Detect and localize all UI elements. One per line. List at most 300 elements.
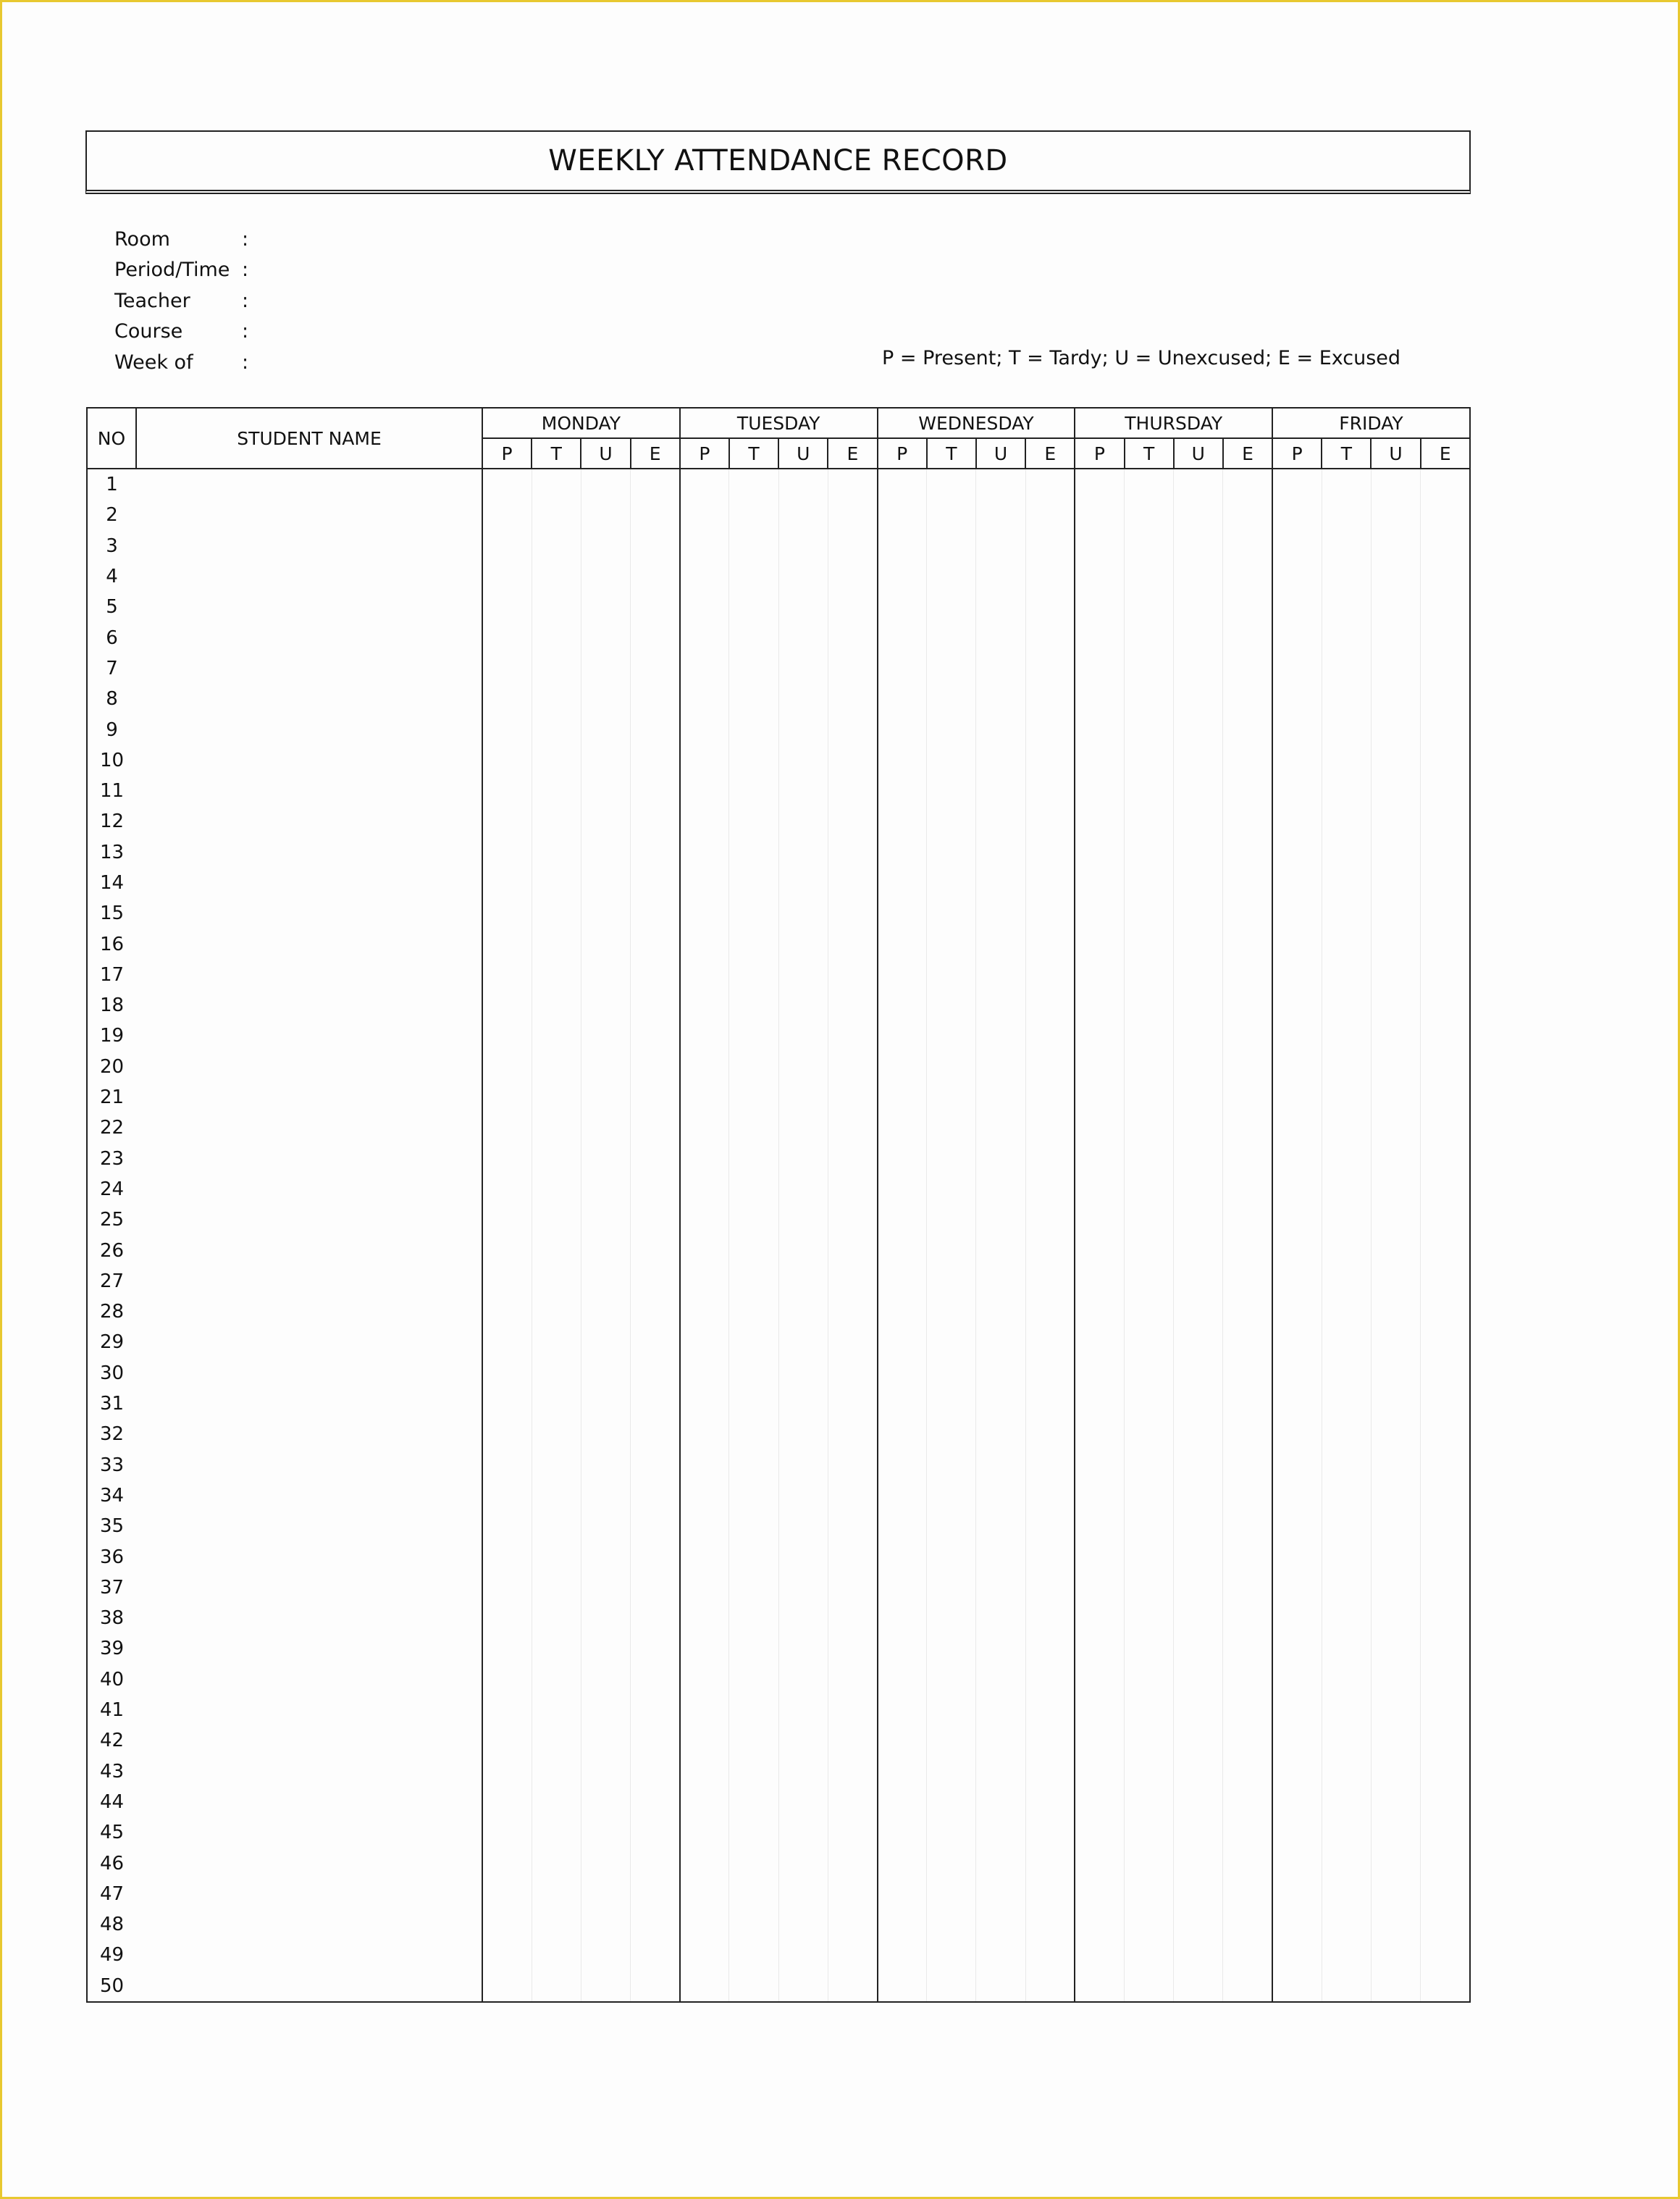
student-name-cell[interactable] [136, 1235, 482, 1265]
attendance-cell[interactable] [878, 1297, 927, 1327]
attendance-cell[interactable] [581, 1940, 630, 1970]
attendance-cell[interactable] [532, 806, 581, 837]
attendance-cell[interactable] [1174, 1695, 1223, 1725]
attendance-cell[interactable] [729, 1144, 778, 1174]
attendance-cell[interactable] [729, 1235, 778, 1265]
attendance-cell[interactable] [778, 745, 828, 776]
attendance-cell[interactable] [581, 1572, 630, 1603]
attendance-cell[interactable] [1371, 1725, 1420, 1756]
attendance-cell[interactable] [729, 1205, 778, 1235]
attendance-cell[interactable] [878, 469, 927, 500]
attendance-cell[interactable] [878, 653, 927, 684]
attendance-cell[interactable] [778, 1541, 828, 1572]
attendance-cell[interactable] [1272, 898, 1322, 929]
attendance-cell[interactable] [1223, 1419, 1272, 1449]
attendance-cell[interactable] [631, 1879, 680, 1909]
attendance-cell[interactable] [828, 1266, 877, 1297]
attendance-cell[interactable] [927, 1266, 976, 1297]
attendance-cell[interactable] [1272, 714, 1322, 745]
student-name-cell[interactable] [136, 1725, 482, 1756]
attendance-cell[interactable] [976, 684, 1025, 714]
attendance-cell[interactable] [1421, 1572, 1470, 1603]
attendance-cell[interactable] [482, 500, 532, 530]
attendance-cell[interactable] [1421, 1971, 1470, 2002]
attendance-cell[interactable] [631, 531, 680, 561]
attendance-cell[interactable] [729, 1603, 778, 1633]
student-name-cell[interactable] [136, 806, 482, 837]
attendance-cell[interactable] [828, 653, 877, 684]
attendance-cell[interactable] [1223, 684, 1272, 714]
attendance-cell[interactable] [729, 1174, 778, 1205]
attendance-cell[interactable] [1174, 1817, 1223, 1848]
attendance-cell[interactable] [1421, 1541, 1470, 1572]
attendance-cell[interactable] [1174, 1235, 1223, 1265]
attendance-cell[interactable] [828, 714, 877, 745]
attendance-cell[interactable] [1421, 1909, 1470, 1940]
attendance-cell[interactable] [482, 745, 532, 776]
attendance-cell[interactable] [631, 653, 680, 684]
attendance-cell[interactable] [1025, 898, 1075, 929]
student-name-cell[interactable] [136, 1909, 482, 1940]
attendance-cell[interactable] [1025, 1541, 1075, 1572]
attendance-cell[interactable] [1272, 1052, 1322, 1082]
attendance-cell[interactable] [927, 1848, 976, 1878]
student-name-cell[interactable] [136, 1358, 482, 1388]
attendance-cell[interactable] [828, 1725, 877, 1756]
attendance-cell[interactable] [482, 1235, 532, 1265]
attendance-cell[interactable] [1322, 990, 1371, 1021]
attendance-cell[interactable] [631, 837, 680, 868]
attendance-cell[interactable] [828, 1052, 877, 1082]
attendance-cell[interactable] [1075, 1572, 1124, 1603]
attendance-cell[interactable] [1371, 1021, 1420, 1051]
student-name-cell[interactable] [136, 837, 482, 868]
attendance-cell[interactable] [878, 1480, 927, 1511]
attendance-cell[interactable] [927, 1144, 976, 1174]
attendance-cell[interactable] [729, 806, 778, 837]
attendance-cell[interactable] [1322, 776, 1371, 806]
attendance-cell[interactable] [1174, 1419, 1223, 1449]
attendance-cell[interactable] [1125, 1787, 1174, 1817]
attendance-cell[interactable] [1075, 1144, 1124, 1174]
attendance-cell[interactable] [1125, 1664, 1174, 1695]
attendance-cell[interactable] [828, 1021, 877, 1051]
attendance-cell[interactable] [778, 714, 828, 745]
attendance-cell[interactable] [631, 1541, 680, 1572]
attendance-cell[interactable] [482, 1113, 532, 1143]
attendance-cell[interactable] [1421, 1021, 1470, 1051]
attendance-cell[interactable] [1322, 868, 1371, 898]
attendance-cell[interactable] [778, 1450, 828, 1480]
student-name-cell[interactable] [136, 1664, 482, 1695]
attendance-cell[interactable] [1421, 1388, 1470, 1419]
student-name-cell[interactable] [136, 714, 482, 745]
attendance-cell[interactable] [778, 622, 828, 653]
attendance-cell[interactable] [1322, 1879, 1371, 1909]
attendance-cell[interactable] [778, 1021, 828, 1051]
attendance-cell[interactable] [1125, 1205, 1174, 1235]
attendance-cell[interactable] [532, 1450, 581, 1480]
attendance-cell[interactable] [1075, 1480, 1124, 1511]
attendance-cell[interactable] [878, 1664, 927, 1695]
attendance-cell[interactable] [828, 868, 877, 898]
attendance-cell[interactable] [729, 1480, 778, 1511]
attendance-cell[interactable] [1272, 806, 1322, 837]
attendance-cell[interactable] [927, 1879, 976, 1909]
attendance-cell[interactable] [1125, 1327, 1174, 1357]
attendance-cell[interactable] [1025, 806, 1075, 837]
attendance-cell[interactable] [1025, 1909, 1075, 1940]
attendance-cell[interactable] [1025, 561, 1075, 592]
attendance-cell[interactable] [976, 592, 1025, 622]
attendance-cell[interactable] [532, 1572, 581, 1603]
attendance-cell[interactable] [532, 1633, 581, 1664]
attendance-cell[interactable] [1025, 929, 1075, 959]
attendance-cell[interactable] [1223, 531, 1272, 561]
attendance-cell[interactable] [680, 990, 729, 1021]
attendance-cell[interactable] [532, 868, 581, 898]
attendance-cell[interactable] [532, 1297, 581, 1327]
attendance-cell[interactable] [1421, 1144, 1470, 1174]
attendance-cell[interactable] [482, 1756, 532, 1786]
attendance-cell[interactable] [778, 776, 828, 806]
attendance-cell[interactable] [778, 531, 828, 561]
attendance-cell[interactable] [581, 1358, 630, 1388]
attendance-cell[interactable] [1322, 1082, 1371, 1113]
attendance-cell[interactable] [581, 1388, 630, 1419]
attendance-cell[interactable] [1322, 684, 1371, 714]
attendance-cell[interactable] [1174, 1297, 1223, 1327]
attendance-cell[interactable] [581, 1450, 630, 1480]
attendance-cell[interactable] [778, 561, 828, 592]
attendance-cell[interactable] [927, 1817, 976, 1848]
attendance-cell[interactable] [927, 1113, 976, 1143]
attendance-cell[interactable] [878, 1756, 927, 1786]
attendance-cell[interactable] [1174, 990, 1223, 1021]
attendance-cell[interactable] [1421, 1695, 1470, 1725]
attendance-cell[interactable] [1223, 1725, 1272, 1756]
attendance-cell[interactable] [828, 500, 877, 530]
attendance-cell[interactable] [976, 1572, 1025, 1603]
attendance-cell[interactable] [828, 776, 877, 806]
attendance-cell[interactable] [631, 990, 680, 1021]
student-name-cell[interactable] [136, 1297, 482, 1327]
attendance-cell[interactable] [482, 837, 532, 868]
attendance-cell[interactable] [1075, 1756, 1124, 1786]
attendance-cell[interactable] [581, 1664, 630, 1695]
attendance-cell[interactable] [927, 684, 976, 714]
attendance-cell[interactable] [927, 1419, 976, 1449]
attendance-cell[interactable] [680, 1817, 729, 1848]
attendance-cell[interactable] [1223, 1358, 1272, 1388]
student-name-cell[interactable] [136, 1572, 482, 1603]
attendance-cell[interactable] [482, 1174, 532, 1205]
attendance-cell[interactable] [1223, 622, 1272, 653]
attendance-cell[interactable] [1272, 745, 1322, 776]
attendance-cell[interactable] [680, 1450, 729, 1480]
attendance-cell[interactable] [1421, 745, 1470, 776]
attendance-cell[interactable] [1025, 1664, 1075, 1695]
attendance-cell[interactable] [778, 1572, 828, 1603]
attendance-cell[interactable] [729, 1297, 778, 1327]
attendance-cell[interactable] [680, 1266, 729, 1297]
attendance-cell[interactable] [1125, 1419, 1174, 1449]
attendance-cell[interactable] [680, 500, 729, 530]
attendance-cell[interactable] [1322, 1419, 1371, 1449]
attendance-cell[interactable] [1223, 1297, 1272, 1327]
attendance-cell[interactable] [631, 1327, 680, 1357]
attendance-cell[interactable] [976, 622, 1025, 653]
attendance-cell[interactable] [631, 1235, 680, 1265]
attendance-cell[interactable] [1075, 1419, 1124, 1449]
attendance-cell[interactable] [729, 776, 778, 806]
attendance-cell[interactable] [828, 1358, 877, 1388]
attendance-cell[interactable] [1125, 1541, 1174, 1572]
student-name-cell[interactable] [136, 1787, 482, 1817]
attendance-cell[interactable] [1125, 1144, 1174, 1174]
attendance-cell[interactable] [1174, 1021, 1223, 1051]
attendance-cell[interactable] [631, 1266, 680, 1297]
attendance-cell[interactable] [482, 592, 532, 622]
attendance-cell[interactable] [482, 684, 532, 714]
attendance-cell[interactable] [1075, 1021, 1124, 1051]
attendance-cell[interactable] [581, 1787, 630, 1817]
attendance-cell[interactable] [1075, 1113, 1124, 1143]
attendance-cell[interactable] [532, 1817, 581, 1848]
attendance-cell[interactable] [976, 561, 1025, 592]
attendance-cell[interactable] [1272, 1940, 1322, 1970]
attendance-cell[interactable] [778, 469, 828, 500]
attendance-cell[interactable] [1421, 1787, 1470, 1817]
attendance-cell[interactable] [729, 990, 778, 1021]
attendance-cell[interactable] [976, 1756, 1025, 1786]
attendance-cell[interactable] [976, 1848, 1025, 1878]
attendance-cell[interactable] [631, 469, 680, 500]
attendance-cell[interactable] [1223, 868, 1272, 898]
attendance-cell[interactable] [1322, 592, 1371, 622]
attendance-cell[interactable] [828, 1480, 877, 1511]
attendance-cell[interactable] [1272, 1174, 1322, 1205]
attendance-cell[interactable] [680, 1940, 729, 1970]
student-name-cell[interactable] [136, 1603, 482, 1633]
attendance-cell[interactable] [1125, 1450, 1174, 1480]
attendance-cell[interactable] [581, 1297, 630, 1327]
attendance-cell[interactable] [1174, 622, 1223, 653]
attendance-cell[interactable] [1025, 1021, 1075, 1051]
student-name-cell[interactable] [136, 960, 482, 990]
attendance-cell[interactable] [1223, 745, 1272, 776]
attendance-cell[interactable] [778, 684, 828, 714]
attendance-cell[interactable] [631, 1787, 680, 1817]
attendance-cell[interactable] [1075, 1940, 1124, 1970]
attendance-cell[interactable] [1174, 745, 1223, 776]
attendance-cell[interactable] [1174, 1388, 1223, 1419]
attendance-cell[interactable] [1421, 776, 1470, 806]
attendance-cell[interactable] [1223, 990, 1272, 1021]
attendance-cell[interactable] [1125, 1971, 1174, 2002]
attendance-cell[interactable] [1371, 745, 1420, 776]
attendance-cell[interactable] [1125, 929, 1174, 959]
attendance-cell[interactable] [482, 1725, 532, 1756]
attendance-cell[interactable] [532, 1419, 581, 1449]
attendance-cell[interactable] [1272, 1848, 1322, 1878]
attendance-cell[interactable] [1223, 469, 1272, 500]
attendance-cell[interactable] [1125, 1082, 1174, 1113]
attendance-cell[interactable] [1075, 592, 1124, 622]
attendance-cell[interactable] [532, 1082, 581, 1113]
attendance-cell[interactable] [631, 745, 680, 776]
attendance-cell[interactable] [1371, 1848, 1420, 1878]
attendance-cell[interactable] [1272, 1603, 1322, 1633]
attendance-cell[interactable] [1371, 990, 1420, 1021]
attendance-cell[interactable] [1272, 1021, 1322, 1051]
attendance-cell[interactable] [778, 1787, 828, 1817]
attendance-cell[interactable] [631, 1358, 680, 1388]
attendance-cell[interactable] [778, 929, 828, 959]
attendance-cell[interactable] [482, 1633, 532, 1664]
attendance-cell[interactable] [532, 1541, 581, 1572]
attendance-cell[interactable] [532, 1021, 581, 1051]
attendance-cell[interactable] [778, 1358, 828, 1388]
attendance-cell[interactable] [878, 1388, 927, 1419]
attendance-cell[interactable] [1223, 1235, 1272, 1265]
attendance-cell[interactable] [1223, 1113, 1272, 1143]
attendance-cell[interactable] [631, 1848, 680, 1878]
attendance-cell[interactable] [631, 1297, 680, 1327]
attendance-cell[interactable] [482, 806, 532, 837]
attendance-cell[interactable] [1421, 1205, 1470, 1235]
attendance-cell[interactable] [680, 1297, 729, 1327]
attendance-cell[interactable] [532, 469, 581, 500]
attendance-cell[interactable] [680, 1541, 729, 1572]
attendance-cell[interactable] [878, 1205, 927, 1235]
attendance-cell[interactable] [828, 1603, 877, 1633]
attendance-cell[interactable] [1025, 1879, 1075, 1909]
attendance-cell[interactable] [1174, 1787, 1223, 1817]
attendance-cell[interactable] [1272, 653, 1322, 684]
attendance-cell[interactable] [1125, 561, 1174, 592]
attendance-cell[interactable] [532, 1756, 581, 1786]
attendance-cell[interactable] [1174, 837, 1223, 868]
attendance-cell[interactable] [976, 745, 1025, 776]
attendance-cell[interactable] [878, 1541, 927, 1572]
attendance-cell[interactable] [1322, 469, 1371, 500]
attendance-cell[interactable] [729, 714, 778, 745]
attendance-cell[interactable] [482, 1541, 532, 1572]
attendance-cell[interactable] [1421, 990, 1470, 1021]
attendance-cell[interactable] [1421, 1266, 1470, 1297]
attendance-cell[interactable] [482, 714, 532, 745]
attendance-cell[interactable] [1075, 1052, 1124, 1082]
attendance-cell[interactable] [680, 1174, 729, 1205]
attendance-cell[interactable] [828, 1695, 877, 1725]
attendance-cell[interactable] [1371, 622, 1420, 653]
attendance-cell[interactable] [778, 1633, 828, 1664]
attendance-cell[interactable] [631, 1144, 680, 1174]
attendance-cell[interactable] [828, 1572, 877, 1603]
attendance-cell[interactable] [729, 1940, 778, 1970]
attendance-cell[interactable] [828, 1541, 877, 1572]
attendance-cell[interactable] [927, 469, 976, 500]
attendance-cell[interactable] [976, 1940, 1025, 1970]
attendance-cell[interactable] [482, 929, 532, 959]
attendance-cell[interactable] [1223, 500, 1272, 530]
attendance-cell[interactable] [878, 1971, 927, 2002]
attendance-cell[interactable] [532, 1787, 581, 1817]
attendance-cell[interactable] [532, 1909, 581, 1940]
attendance-cell[interactable] [532, 714, 581, 745]
attendance-cell[interactable] [532, 1327, 581, 1357]
attendance-cell[interactable] [1174, 531, 1223, 561]
attendance-cell[interactable] [482, 1603, 532, 1633]
attendance-cell[interactable] [482, 622, 532, 653]
attendance-cell[interactable] [1125, 776, 1174, 806]
attendance-cell[interactable] [581, 868, 630, 898]
attendance-cell[interactable] [532, 1879, 581, 1909]
attendance-cell[interactable] [976, 898, 1025, 929]
attendance-cell[interactable] [1272, 776, 1322, 806]
attendance-cell[interactable] [1075, 1787, 1124, 1817]
attendance-cell[interactable] [878, 1419, 927, 1449]
attendance-cell[interactable] [1272, 1235, 1322, 1265]
attendance-cell[interactable] [680, 745, 729, 776]
attendance-cell[interactable] [581, 929, 630, 959]
attendance-cell[interactable] [680, 1235, 729, 1265]
attendance-cell[interactable] [976, 714, 1025, 745]
attendance-cell[interactable] [1371, 714, 1420, 745]
attendance-cell[interactable] [927, 1664, 976, 1695]
attendance-cell[interactable] [680, 1603, 729, 1633]
attendance-cell[interactable] [1075, 868, 1124, 898]
attendance-cell[interactable] [878, 561, 927, 592]
attendance-cell[interactable] [680, 653, 729, 684]
attendance-cell[interactable] [532, 1235, 581, 1265]
attendance-cell[interactable] [482, 1787, 532, 1817]
attendance-cell[interactable] [1322, 1021, 1371, 1051]
attendance-cell[interactable] [729, 1633, 778, 1664]
attendance-cell[interactable] [1174, 592, 1223, 622]
attendance-cell[interactable] [532, 1144, 581, 1174]
attendance-cell[interactable] [878, 1266, 927, 1297]
attendance-cell[interactable] [878, 500, 927, 530]
attendance-cell[interactable] [927, 1327, 976, 1357]
attendance-cell[interactable] [1421, 898, 1470, 929]
attendance-cell[interactable] [1174, 1664, 1223, 1695]
attendance-cell[interactable] [482, 1848, 532, 1878]
attendance-cell[interactable] [729, 1572, 778, 1603]
student-name-cell[interactable] [136, 1144, 482, 1174]
attendance-cell[interactable] [1025, 990, 1075, 1021]
attendance-cell[interactable] [927, 1603, 976, 1633]
attendance-cell[interactable] [878, 745, 927, 776]
attendance-cell[interactable] [1174, 714, 1223, 745]
attendance-cell[interactable] [631, 1388, 680, 1419]
attendance-cell[interactable] [1322, 1144, 1371, 1174]
attendance-cell[interactable] [778, 500, 828, 530]
attendance-cell[interactable] [878, 1113, 927, 1143]
attendance-cell[interactable] [976, 837, 1025, 868]
attendance-cell[interactable] [1371, 1297, 1420, 1327]
attendance-cell[interactable] [680, 592, 729, 622]
student-name-cell[interactable] [136, 745, 482, 776]
student-name-cell[interactable] [136, 990, 482, 1021]
attendance-cell[interactable] [1371, 1052, 1420, 1082]
attendance-cell[interactable] [482, 1971, 532, 2002]
attendance-cell[interactable] [1322, 1052, 1371, 1082]
attendance-cell[interactable] [927, 1052, 976, 1082]
attendance-cell[interactable] [631, 1205, 680, 1235]
student-name-cell[interactable] [136, 868, 482, 898]
